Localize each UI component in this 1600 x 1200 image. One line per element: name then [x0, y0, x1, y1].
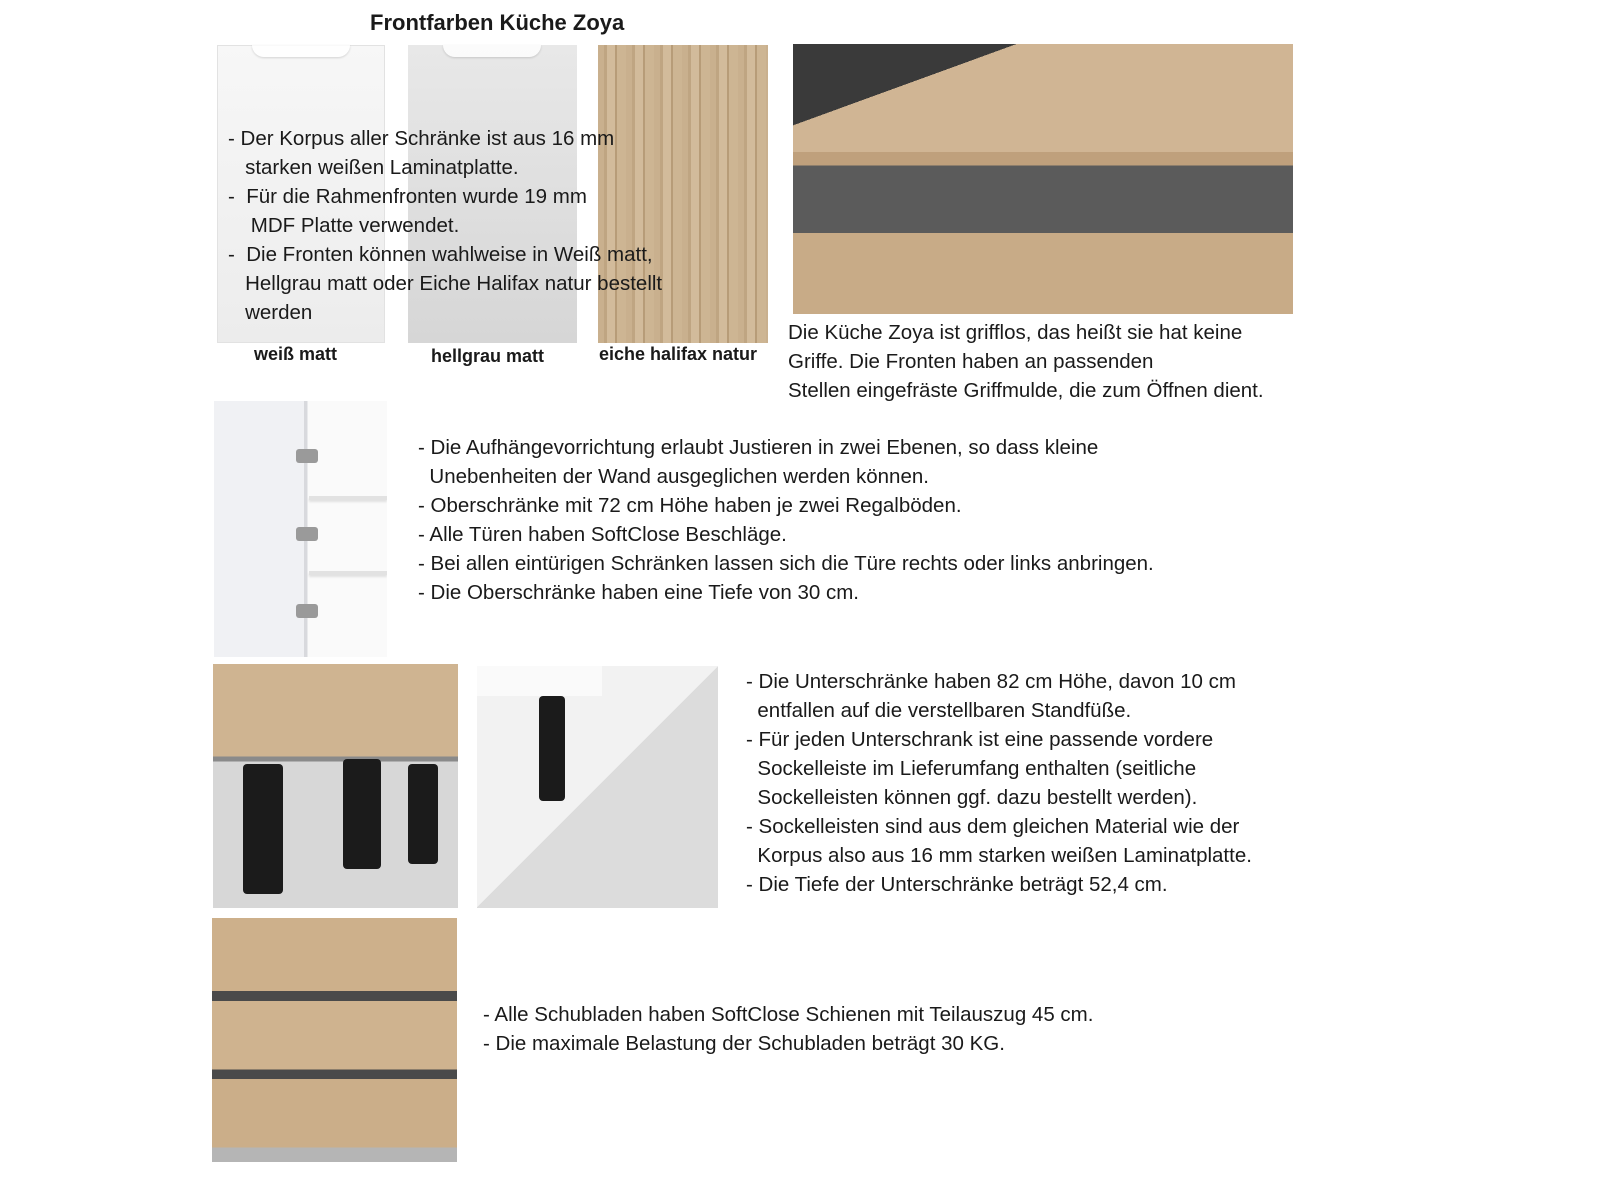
- text-line: Sockelleiste im Lieferumfang enthalten (seitliche: [746, 757, 1197, 780]
- text-line: - Der Korpus aller Schränke ist aus 16 mm: [228, 127, 615, 150]
- text-line: Hellgrau matt oder Eiche Halifax natur bestellt: [228, 272, 663, 295]
- text-line: MDF Platte verwendet.: [228, 214, 460, 237]
- text-line: - Alle Türen haben SoftClose Beschläge.: [418, 523, 787, 546]
- swatch-label: weiß matt: [254, 344, 338, 364]
- text-line: Unebenheiten der Wand ausgeglichen werden können.: [418, 465, 929, 488]
- text-line: - Die Tiefe der Unterschränke beträgt 52,4 cm.: [746, 873, 1168, 896]
- upper-cabinet-photo: [214, 401, 387, 657]
- foot-clip-photo: [477, 666, 718, 908]
- text-line: starken weißen Laminatplatte.: [228, 156, 519, 179]
- text-line: Griffe. Die Fronten haben an passenden: [788, 350, 1154, 373]
- text-line: - Oberschränke mit 72 cm Höhe haben je zwei Regalböden.: [418, 494, 962, 517]
- text-line: - Die Aufhängevorrichtung erlaubt Justieren in zwei Ebenen, so dass kleine: [418, 436, 1099, 459]
- text-line: - Alle Schubladen haben SoftClose Schienen mit Teilauszug 45 cm.: [483, 1003, 1094, 1026]
- text-line: entfallen auf die verstellbaren Standfüße.: [746, 699, 1132, 722]
- text-line: Die Küche Zoya ist grifflos, das heißt sie hat keine: [788, 321, 1243, 344]
- drawer-caption: [788, 318, 1264, 405]
- legs-photo: [213, 664, 458, 908]
- material-text: [228, 124, 662, 327]
- text-line: - Für jeden Unterschrank ist eine passende vordere: [746, 728, 1214, 751]
- text-line: Stellen eingefräste Griffmulde, die zum Öffnen dient.: [788, 379, 1264, 402]
- upper-cabinet-text: [418, 433, 1154, 607]
- swatch-label: hellgrau matt: [431, 346, 545, 366]
- drawer-photo: [793, 44, 1293, 314]
- drawers-text: [483, 1000, 1093, 1058]
- text-line: - Für die Rahmenfronten wurde 19 mm: [228, 185, 587, 208]
- text-line: Korpus also aus 16 mm starken weißen Laminatplatte.: [746, 844, 1252, 867]
- text-line: - Die Oberschränke haben eine Tiefe von 30 cm.: [418, 581, 859, 604]
- text-line: - Die Fronten können wahlweise in Weiß matt,: [228, 243, 653, 266]
- text-line: werden: [228, 301, 313, 324]
- page-title: Frontfarben Küche Zoya: [370, 10, 625, 35]
- swatch-label: eiche halifax natur: [599, 344, 758, 364]
- text-line: - Die maximale Belastung der Schubladen beträgt 30 KG.: [483, 1032, 1005, 1055]
- base-cabinet-text: [746, 667, 1252, 899]
- drawers-photo: [212, 918, 457, 1162]
- text-line: - Bei allen eintürigen Schränken lassen sich die Türe rechts oder links anbringen.: [418, 552, 1154, 575]
- text-line: Sockelleisten können ggf. dazu bestellt werden).: [746, 786, 1198, 809]
- text-line: - Sockelleisten sind aus dem gleichen Material wie der: [746, 815, 1240, 838]
- text-line: - Die Unterschränke haben 82 cm Höhe, davon 10 cm: [746, 670, 1236, 693]
